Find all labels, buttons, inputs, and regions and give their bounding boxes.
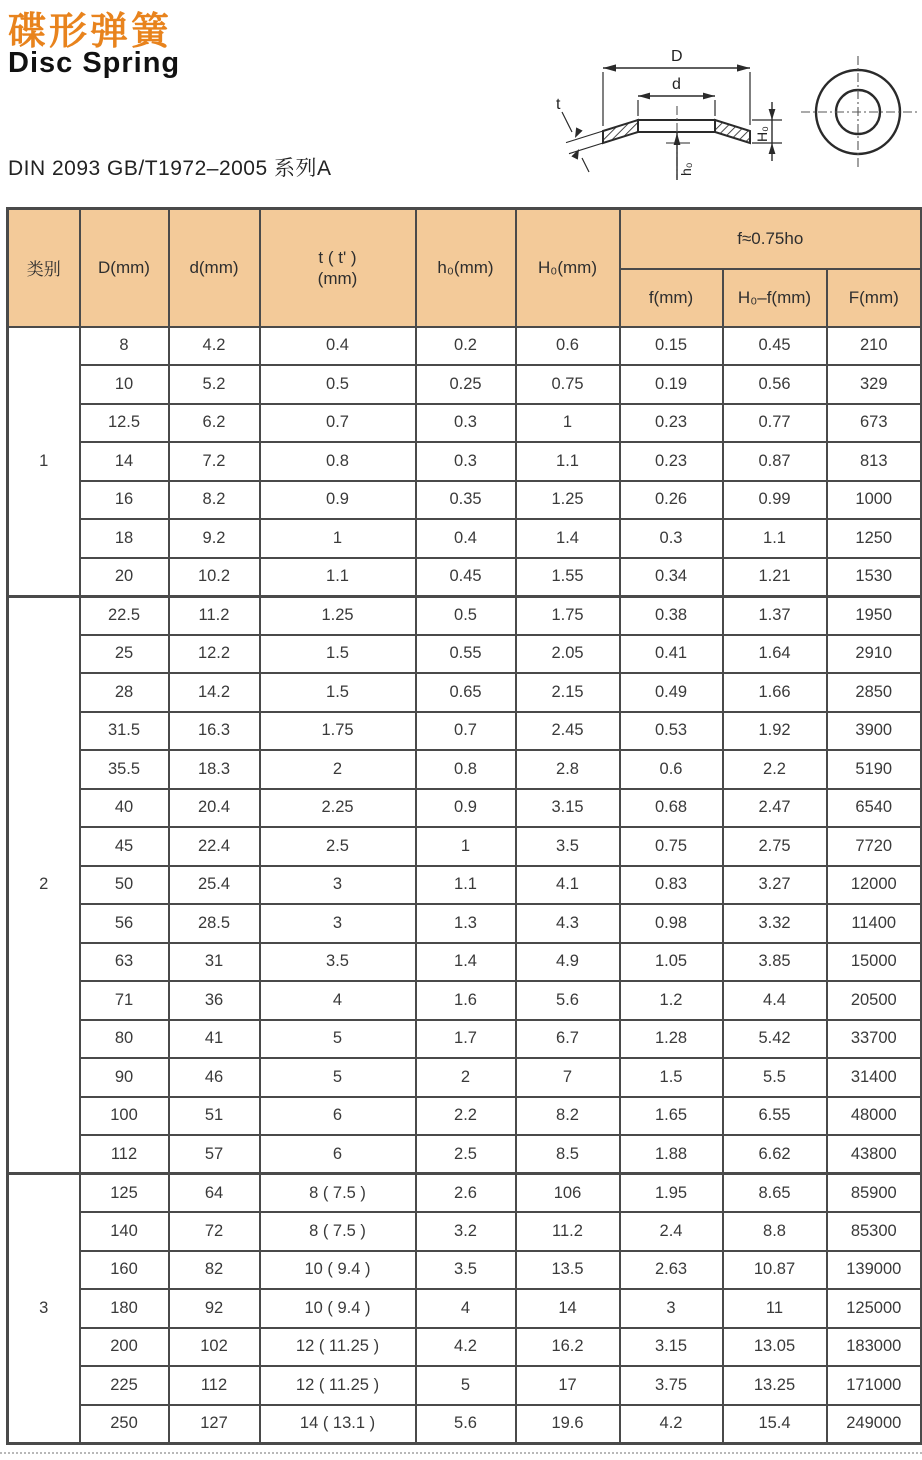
data-cell: 4 — [416, 1289, 516, 1328]
data-cell: 1.5 — [620, 1058, 723, 1097]
table-row — [8, 712, 922, 751]
col-header-t-line1: t ( t' ) — [318, 247, 357, 267]
data-cell: 0.6 — [516, 327, 620, 366]
data-cell: 9.2 — [169, 519, 260, 558]
table-row — [8, 481, 922, 520]
data-cell: 3.32 — [723, 904, 827, 943]
data-cell: 20 — [80, 558, 169, 597]
data-cell: 1.55 — [516, 558, 620, 597]
col-header-H0-minus-f: H₀–f(mm) — [723, 269, 827, 327]
data-cell: 1.2 — [620, 981, 723, 1020]
data-cell: 2.45 — [516, 712, 620, 751]
table-row — [8, 519, 922, 558]
data-cell: 12.5 — [80, 404, 169, 443]
data-cell: 5.6 — [416, 1405, 516, 1444]
data-cell: 1 — [516, 404, 620, 443]
data-cell: 3.2 — [416, 1212, 516, 1251]
dim-label-H0: H₀ — [754, 126, 770, 142]
data-cell: 0.3 — [620, 519, 723, 558]
data-cell: 6 — [260, 1135, 416, 1174]
data-cell: 63 — [80, 943, 169, 982]
data-cell: 8 ( 7.5 ) — [260, 1212, 416, 1251]
data-cell: 7 — [516, 1058, 620, 1097]
data-cell: 5 — [260, 1020, 416, 1059]
data-cell: 1.88 — [620, 1135, 723, 1174]
data-cell: 249000 — [827, 1405, 922, 1444]
data-cell: 0.4 — [416, 519, 516, 558]
data-cell: 102 — [169, 1328, 260, 1367]
data-cell: 1.25 — [260, 596, 416, 635]
data-cell: 7720 — [827, 827, 922, 866]
data-cell: 3.27 — [723, 866, 827, 905]
data-cell: 0.68 — [620, 789, 723, 828]
data-cell: 56 — [80, 904, 169, 943]
data-cell: 8.2 — [169, 481, 260, 520]
data-cell: 3.15 — [516, 789, 620, 828]
data-cell: 31.5 — [80, 712, 169, 751]
data-cell: 125 — [80, 1174, 169, 1213]
data-cell: 1.05 — [620, 943, 723, 982]
table-row — [8, 981, 922, 1020]
data-cell: 1950 — [827, 596, 922, 635]
data-cell: 14.2 — [169, 673, 260, 712]
data-cell: 5.6 — [516, 981, 620, 1020]
data-cell: 82 — [169, 1251, 260, 1290]
table-row — [8, 1174, 922, 1213]
data-cell: 200 — [80, 1328, 169, 1367]
data-cell: 20.4 — [169, 789, 260, 828]
data-cell: 45 — [80, 827, 169, 866]
data-cell: 0.34 — [620, 558, 723, 597]
table-body — [8, 327, 922, 1444]
data-cell: 0.38 — [620, 596, 723, 635]
col-header-D: D(mm) — [80, 209, 169, 327]
data-cell: 2.63 — [620, 1251, 723, 1290]
col-header-category: 类别 — [8, 209, 80, 327]
data-cell: 16.3 — [169, 712, 260, 751]
data-cell: 0.9 — [260, 481, 416, 520]
table-row — [8, 1212, 922, 1251]
table-row — [8, 1058, 922, 1097]
table-row — [8, 943, 922, 982]
data-cell: 4.4 — [723, 981, 827, 1020]
data-cell: 0.5 — [416, 596, 516, 635]
data-cell: 1.5 — [260, 635, 416, 674]
data-cell: 0.75 — [620, 827, 723, 866]
data-cell: 43800 — [827, 1135, 922, 1174]
data-cell: 25 — [80, 635, 169, 674]
data-cell: 85900 — [827, 1174, 922, 1213]
table-row — [8, 1097, 922, 1136]
data-cell: 10.2 — [169, 558, 260, 597]
table-row — [8, 635, 922, 674]
data-cell: 2910 — [827, 635, 922, 674]
data-cell: 0.75 — [516, 365, 620, 404]
data-cell: 11 — [723, 1289, 827, 1328]
data-cell: 85300 — [827, 1212, 922, 1251]
col-header-H0: H₀(mm) — [516, 209, 620, 327]
data-cell: 19.6 — [516, 1405, 620, 1444]
data-cell: 36 — [169, 981, 260, 1020]
data-cell: 0.56 — [723, 365, 827, 404]
data-cell: 5.2 — [169, 365, 260, 404]
data-cell: 673 — [827, 404, 922, 443]
data-cell: 51 — [169, 1097, 260, 1136]
dim-label-h0: h₀ — [678, 162, 694, 176]
data-cell: 3.5 — [416, 1251, 516, 1290]
table-row — [8, 1405, 922, 1444]
data-cell: 12000 — [827, 866, 922, 905]
col-header-d: d(mm) — [169, 209, 260, 327]
data-cell: 0.99 — [723, 481, 827, 520]
data-cell: 20500 — [827, 981, 922, 1020]
data-cell: 1.21 — [723, 558, 827, 597]
data-cell: 0.5 — [260, 365, 416, 404]
table-row — [8, 1135, 922, 1174]
data-cell: 6540 — [827, 789, 922, 828]
data-cell: 13.25 — [723, 1366, 827, 1405]
data-cell: 3 — [620, 1289, 723, 1328]
data-cell: 2.5 — [260, 827, 416, 866]
data-cell: 2.8 — [516, 750, 620, 789]
data-cell: 15.4 — [723, 1405, 827, 1444]
data-cell: 80 — [80, 1020, 169, 1059]
data-cell: 3.75 — [620, 1366, 723, 1405]
table-row — [8, 904, 922, 943]
data-cell: 0.7 — [260, 404, 416, 443]
data-cell: 72 — [169, 1212, 260, 1251]
data-cell: 0.25 — [416, 365, 516, 404]
category-cell: 1 — [8, 327, 80, 597]
data-cell: 16 — [80, 481, 169, 520]
table-row — [8, 673, 922, 712]
data-cell: 14 — [80, 442, 169, 481]
data-cell: 5.5 — [723, 1058, 827, 1097]
data-cell: 90 — [80, 1058, 169, 1097]
table-row — [8, 365, 922, 404]
data-cell: 3 — [260, 866, 416, 905]
data-cell: 10 ( 9.4 ) — [260, 1251, 416, 1290]
data-cell: 1.7 — [416, 1020, 516, 1059]
data-cell: 1.1 — [723, 519, 827, 558]
data-cell: 13.5 — [516, 1251, 620, 1290]
data-cell: 64 — [169, 1174, 260, 1213]
data-cell: 3.85 — [723, 943, 827, 982]
data-cell: 4.2 — [169, 327, 260, 366]
data-cell: 13.05 — [723, 1328, 827, 1367]
table-row — [8, 1020, 922, 1059]
data-cell: 112 — [169, 1366, 260, 1405]
data-cell: 8.5 — [516, 1135, 620, 1174]
data-cell: 813 — [827, 442, 922, 481]
data-cell: 92 — [169, 1289, 260, 1328]
data-cell: 8 ( 7.5 ) — [260, 1174, 416, 1213]
data-cell: 2.2 — [723, 750, 827, 789]
data-cell: 18.3 — [169, 750, 260, 789]
data-cell: 0.3 — [416, 442, 516, 481]
data-cell: 5 — [260, 1058, 416, 1097]
data-cell: 12 ( 11.25 ) — [260, 1366, 416, 1405]
data-cell: 31 — [169, 943, 260, 982]
table-row — [8, 1366, 922, 1405]
data-cell: 140 — [80, 1212, 169, 1251]
data-cell: 8.8 — [723, 1212, 827, 1251]
table-row — [8, 1251, 922, 1290]
data-cell: 4.1 — [516, 866, 620, 905]
data-cell: 16.2 — [516, 1328, 620, 1367]
data-cell: 7.2 — [169, 442, 260, 481]
data-cell: 0.77 — [723, 404, 827, 443]
data-cell: 14 — [516, 1289, 620, 1328]
data-cell: 210 — [827, 327, 922, 366]
data-cell: 4 — [260, 981, 416, 1020]
standard-reference: DIN 2093 GB/T1972–2005 系列A — [8, 157, 332, 180]
data-cell: 1.1 — [516, 442, 620, 481]
data-cell: 50 — [80, 866, 169, 905]
data-cell: 2.15 — [516, 673, 620, 712]
data-cell: 1.6 — [416, 981, 516, 1020]
data-cell: 12 ( 11.25 ) — [260, 1328, 416, 1367]
data-cell: 2.47 — [723, 789, 827, 828]
data-cell: 0.87 — [723, 442, 827, 481]
data-cell: 11.2 — [516, 1212, 620, 1251]
data-cell: 2.25 — [260, 789, 416, 828]
data-cell: 3900 — [827, 712, 922, 751]
data-cell: 2.05 — [516, 635, 620, 674]
data-cell: 6.55 — [723, 1097, 827, 1136]
data-cell: 1 — [260, 519, 416, 558]
data-cell: 8 — [80, 327, 169, 366]
data-cell: 1.4 — [416, 943, 516, 982]
dim-label-d: d — [672, 76, 681, 93]
col-header-t — [260, 209, 416, 327]
data-cell: 6.62 — [723, 1135, 827, 1174]
data-cell: 0.41 — [620, 635, 723, 674]
data-cell: 225 — [80, 1366, 169, 1405]
data-cell: 139000 — [827, 1251, 922, 1290]
data-cell: 5.42 — [723, 1020, 827, 1059]
data-cell: 6 — [260, 1097, 416, 1136]
data-cell: 1.75 — [260, 712, 416, 751]
data-cell: 40 — [80, 789, 169, 828]
data-cell: 1.5 — [260, 673, 416, 712]
data-cell: 25.4 — [169, 866, 260, 905]
data-cell: 1000 — [827, 481, 922, 520]
data-cell: 2.4 — [620, 1212, 723, 1251]
data-cell: 6.7 — [516, 1020, 620, 1059]
data-cell: 2 — [260, 750, 416, 789]
data-cell: 5 — [416, 1366, 516, 1405]
data-cell: 127 — [169, 1405, 260, 1444]
table-row — [8, 1289, 922, 1328]
dim-label-D: D — [671, 48, 683, 65]
data-cell: 1.25 — [516, 481, 620, 520]
data-cell: 18 — [80, 519, 169, 558]
data-cell: 2.6 — [416, 1174, 516, 1213]
data-cell: 0.4 — [260, 327, 416, 366]
data-cell: 8.65 — [723, 1174, 827, 1213]
category-cell: 3 — [8, 1174, 80, 1444]
table-row — [8, 827, 922, 866]
data-cell: 4.2 — [416, 1328, 516, 1367]
data-cell: 0.49 — [620, 673, 723, 712]
data-cell: 0.98 — [620, 904, 723, 943]
table-row — [8, 404, 922, 443]
data-cell: 1.92 — [723, 712, 827, 751]
data-cell: 17 — [516, 1366, 620, 1405]
data-cell: 0.3 — [416, 404, 516, 443]
data-cell: 15000 — [827, 943, 922, 982]
data-cell: 71 — [80, 981, 169, 1020]
data-cell: 28.5 — [169, 904, 260, 943]
disc-right-section — [715, 120, 750, 143]
data-cell: 1.95 — [620, 1174, 723, 1213]
col-header-h0: h₀(mm) — [416, 209, 516, 327]
data-cell: 0.15 — [620, 327, 723, 366]
data-cell: 12.2 — [169, 635, 260, 674]
col-header-f-group: f≈0.75ho — [620, 209, 922, 269]
data-cell: 0.8 — [260, 442, 416, 481]
data-cell: 1.1 — [416, 866, 516, 905]
data-cell: 0.2 — [416, 327, 516, 366]
data-cell: 3 — [260, 904, 416, 943]
table-row — [8, 327, 922, 366]
data-cell: 57 — [169, 1135, 260, 1174]
data-cell: 3.5 — [516, 827, 620, 866]
data-cell: 5190 — [827, 750, 922, 789]
table-row — [8, 558, 922, 597]
data-cell: 0.83 — [620, 866, 723, 905]
data-cell: 1.64 — [723, 635, 827, 674]
data-cell: 48000 — [827, 1097, 922, 1136]
data-cell: 46 — [169, 1058, 260, 1097]
data-cell: 3.5 — [260, 943, 416, 982]
data-cell: 125000 — [827, 1289, 922, 1328]
data-cell: 112 — [80, 1135, 169, 1174]
data-cell: 3.15 — [620, 1328, 723, 1367]
data-cell: 0.35 — [416, 481, 516, 520]
data-cell: 0.8 — [416, 750, 516, 789]
col-header-t-line2: (mm) — [317, 268, 358, 288]
page-title-english: Disc Spring — [8, 47, 181, 79]
data-cell: 1.4 — [516, 519, 620, 558]
table-row — [8, 789, 922, 828]
data-cell: 0.23 — [620, 442, 723, 481]
disc-spring-spec-table — [6, 207, 922, 1445]
data-cell: 41 — [169, 1020, 260, 1059]
data-cell: 22.5 — [80, 596, 169, 635]
data-cell: 0.55 — [416, 635, 516, 674]
data-cell: 4.2 — [620, 1405, 723, 1444]
data-cell: 4.3 — [516, 904, 620, 943]
data-cell: 1530 — [827, 558, 922, 597]
data-cell: 0.19 — [620, 365, 723, 404]
data-cell: 2.5 — [416, 1135, 516, 1174]
data-cell: 28 — [80, 673, 169, 712]
table-row — [8, 750, 922, 789]
data-cell: 0.23 — [620, 404, 723, 443]
table-row — [8, 1328, 922, 1367]
disc-spring-diagram — [545, 28, 922, 196]
col-header-f: f(mm) — [620, 269, 723, 327]
data-cell: 0.26 — [620, 481, 723, 520]
data-cell: 1.65 — [620, 1097, 723, 1136]
data-cell: 2850 — [827, 673, 922, 712]
col-header-F: F(mm) — [827, 269, 922, 327]
data-cell: 4.9 — [516, 943, 620, 982]
data-cell: 180 — [80, 1289, 169, 1328]
data-cell: 33700 — [827, 1020, 922, 1059]
data-cell: 0.45 — [723, 327, 827, 366]
table-row — [8, 442, 922, 481]
data-cell: 0.9 — [416, 789, 516, 828]
data-cell: 100 — [80, 1097, 169, 1136]
data-cell: 22.4 — [169, 827, 260, 866]
dim-label-t: t — [556, 96, 561, 113]
data-cell: 0.6 — [620, 750, 723, 789]
data-cell: 329 — [827, 365, 922, 404]
data-cell: 8.2 — [516, 1097, 620, 1136]
bottom-divider — [0, 1452, 922, 1454]
data-cell: 10 ( 9.4 ) — [260, 1289, 416, 1328]
data-cell: 2 — [416, 1058, 516, 1097]
data-cell: 1 — [416, 827, 516, 866]
data-cell: 1250 — [827, 519, 922, 558]
data-cell: 0.53 — [620, 712, 723, 751]
data-cell: 6.2 — [169, 404, 260, 443]
data-cell: 250 — [80, 1405, 169, 1444]
data-cell: 2.2 — [416, 1097, 516, 1136]
data-cell: 1.28 — [620, 1020, 723, 1059]
data-cell: 35.5 — [80, 750, 169, 789]
table-row — [8, 866, 922, 905]
data-cell: 10 — [80, 365, 169, 404]
data-cell: 106 — [516, 1174, 620, 1213]
data-cell: 1.66 — [723, 673, 827, 712]
data-cell: 160 — [80, 1251, 169, 1290]
data-cell: 14 ( 13.1 ) — [260, 1405, 416, 1444]
data-cell: 0.45 — [416, 558, 516, 597]
page-title-chinese: 碟形弹簧 — [8, 11, 173, 53]
data-cell: 171000 — [827, 1366, 922, 1405]
disc-left-section — [603, 120, 638, 143]
data-cell: 11400 — [827, 904, 922, 943]
data-cell: 0.65 — [416, 673, 516, 712]
data-cell: 2.75 — [723, 827, 827, 866]
data-cell: 31400 — [827, 1058, 922, 1097]
data-cell: 0.7 — [416, 712, 516, 751]
table-row — [8, 596, 922, 635]
data-cell: 11.2 — [169, 596, 260, 635]
category-cell: 2 — [8, 596, 80, 1174]
data-cell: 10.87 — [723, 1251, 827, 1290]
data-cell: 183000 — [827, 1328, 922, 1367]
data-cell: 1.75 — [516, 596, 620, 635]
data-cell: 1.37 — [723, 596, 827, 635]
data-cell: 1.3 — [416, 904, 516, 943]
data-cell: 1.1 — [260, 558, 416, 597]
